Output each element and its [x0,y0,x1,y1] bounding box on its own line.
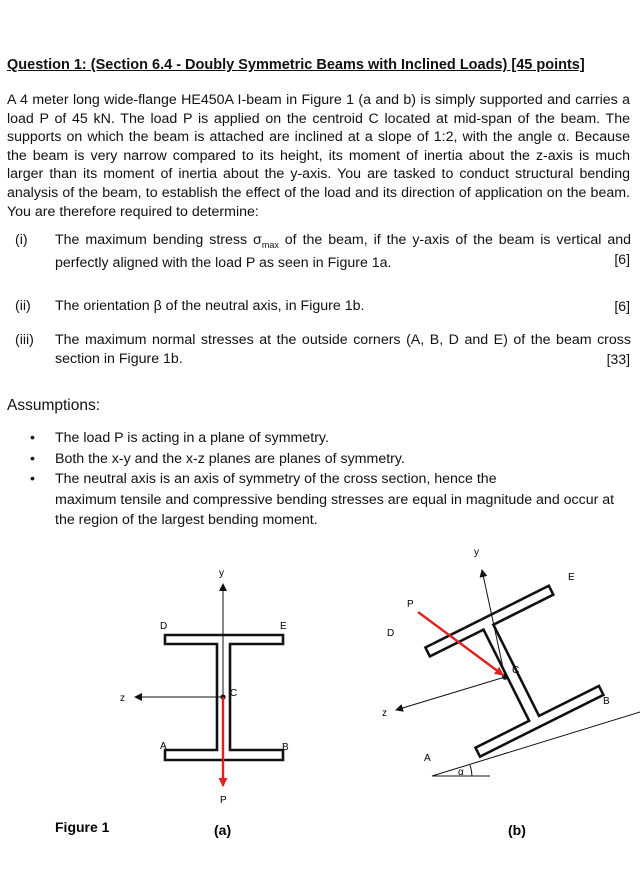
centroid-b [502,674,508,680]
assumptions-title: Assumptions: [7,397,101,414]
label-alpha: α [458,767,464,778]
figure-b [382,547,640,778]
part-ii-number: (ii) [15,298,31,314]
label-b-a: B [282,742,289,753]
label-c-b: C [512,665,520,676]
part-i-number: (i) [15,232,28,248]
label-y-b: y [474,547,479,558]
part-i-text: The maximum bending stress $\sigma_{max}$ of the beam, if the y-axis of the beam is vertical and perfectly aligned with the load P as seen in Figure 1a. [55,232,631,272]
question-intro: A 4 meter long wide-flange HE450A I-beam in Figure 1 (a and b) is simply supported and carries a load P of 45 kN. The load P is applied on the centroid C located at mid-span of the beam. The supports on which the beam is attached are inclined at a slope of 1:2, with the angle α. Because the beam is very narrow compared to its height, its moment of inertia about the z-axis is much larger than its moment of inertia about the y-axis. You are tasked to conduct structural bending analysis of the beam, to establish the effect of the load and its direction of application on the beam. You are therefore required to determine: [7,92,630,220]
part-ii-mark: [6] [614,298,630,314]
label-z-b: z [382,708,387,719]
label-b-b: B [603,696,610,707]
label-d-b: D [387,628,395,639]
label-z-a: z [120,693,125,704]
part-ii-text: The orientation β of the neutral axis, in Figure 1b. [55,298,365,314]
label-a-b: A [424,753,431,764]
alpha-arc [470,765,472,776]
list-item: • The neutral axis is an axis of symmetry of the cross section, hence the [30,471,497,487]
label-c-a: C [230,688,238,699]
figure-caption: Figure 1 [55,819,110,835]
figure-a-caption: (a) [214,822,232,838]
figure-b-caption: (b) [508,822,526,838]
figure-a [120,568,289,806]
part-iii-mark: [33] [606,351,630,367]
label-p-b: P [407,599,414,610]
label-y-a: y [219,568,224,579]
z-axis-b [396,677,505,710]
label-p-a: P [220,795,227,806]
part-i-mark: [6] [614,251,630,267]
label-d-a: D [160,621,168,632]
label-e-a: E [280,621,287,632]
list-item: • The load P is acting in a plane of symmetry. [30,430,329,446]
label-a-a: A [160,741,167,752]
label-e-b: E [568,572,575,583]
part-iii-text: The maximum normal stresses at the outside corners (A, B, D and E) of the beam cross section in Figure 1b. [55,332,631,367]
list-item-continuation: maximum tensile and compressive bending stresses are equal in magnitude and occur at the region of the largest bending moment. [55,491,615,528]
list-item: • Both the x-y and the x-z planes are planes of symmetry. [30,450,405,467]
part-iii-number: (iii) [15,332,34,348]
question-heading: Question 1: (Section 6.4 - Doubly Symmetric Beams with Inclined Loads) [45 points] [7,57,585,73]
